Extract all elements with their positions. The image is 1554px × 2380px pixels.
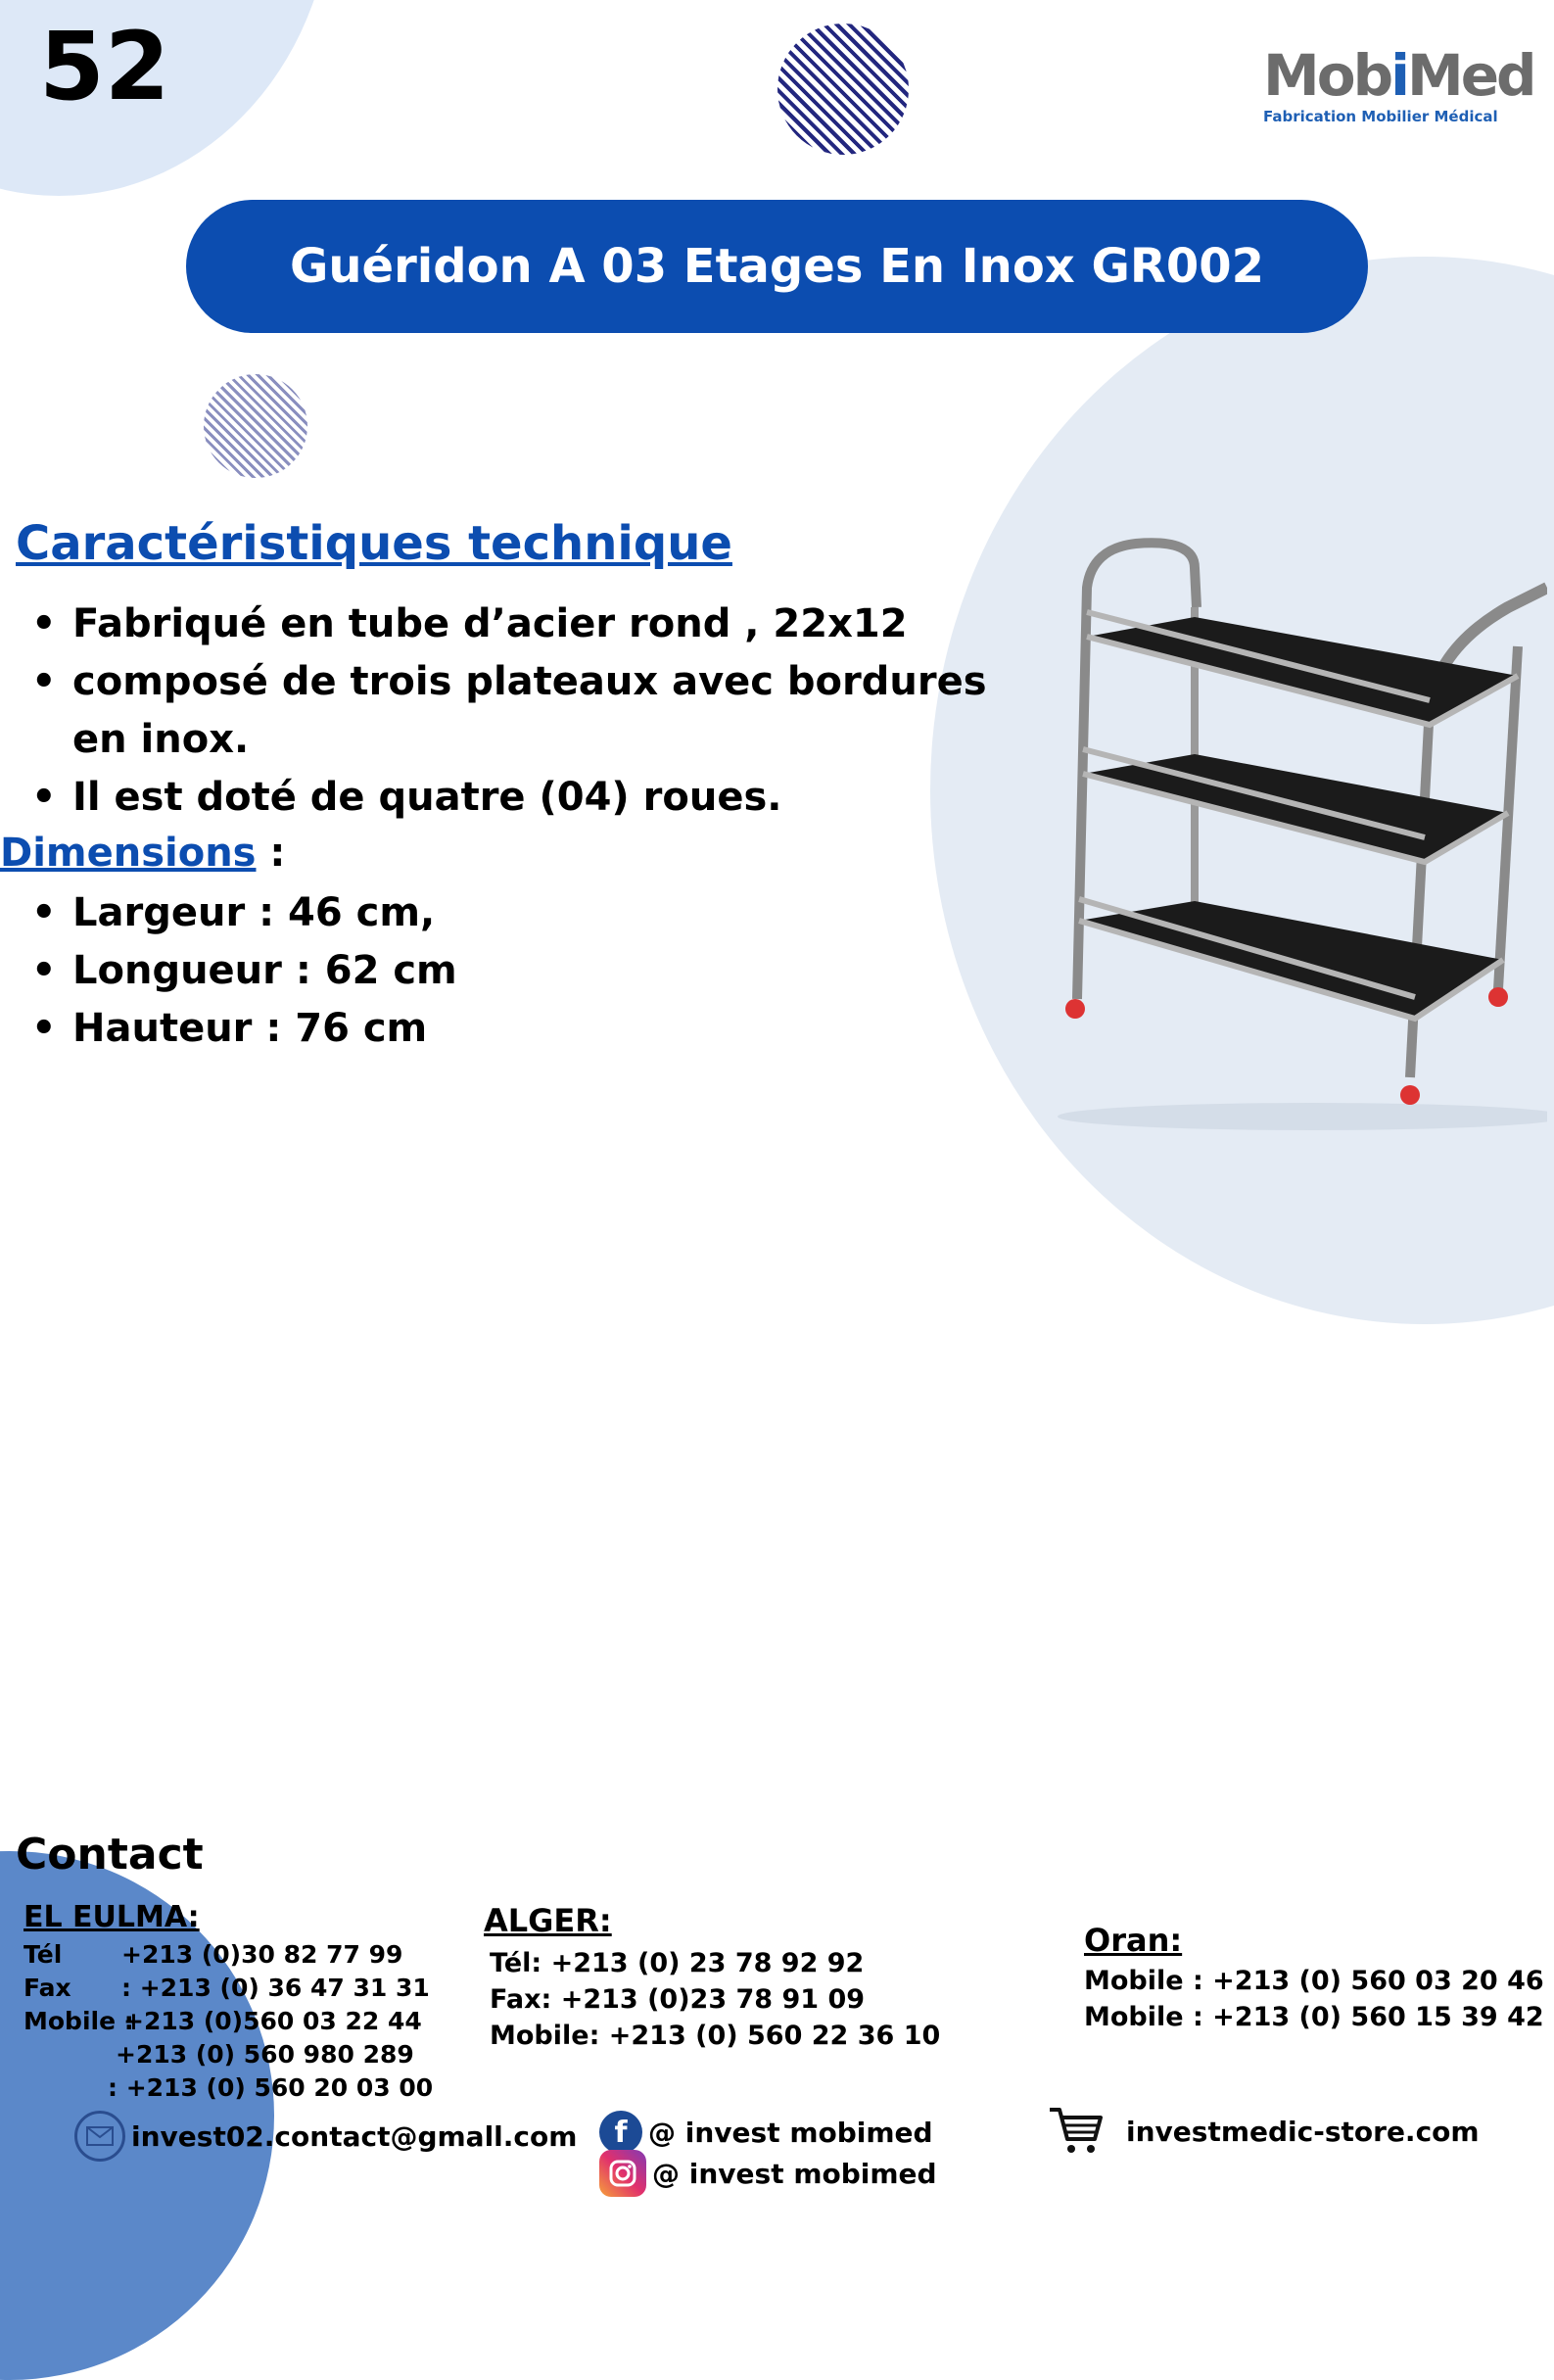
contact-row: Fax : +213 (0) 36 47 31 31 (24, 1974, 430, 2002)
list-item: • composé de trois plateaux avec bordures en inox. (29, 653, 993, 769)
contact-line: Fax: +213 (0)23 78 91 09 (490, 1984, 866, 2015)
cart-icon (1048, 2106, 1103, 2157)
website-link[interactable]: investmedic-store.com (1126, 2115, 1480, 2148)
list-item: • Fabriqué en tube d’acier rond , 22x12 (29, 595, 989, 653)
contact-heading: Contact (16, 1830, 204, 1880)
instagram-contact[interactable] (599, 2150, 937, 2197)
contact-row: +213 (0) 560 980 289 (116, 2040, 414, 2069)
logo-tagline: Fabrication Mobilier Médical (1263, 108, 1498, 125)
product-title: Guéridon A 03 Etages En Inox GR002 (289, 239, 1265, 294)
list-item: • Largeur : 46 cm, (29, 884, 457, 942)
office-alger (484, 1902, 940, 2054)
contact-line: Mobile: +213 (0) 560 22 36 10 (490, 2021, 941, 2051)
contact-line: Tél: +213 (0) 23 78 92 92 (490, 1948, 865, 1978)
office-el-eulma (24, 1900, 433, 2105)
facebook-handle[interactable]: @ invest mobimed (648, 2116, 933, 2149)
dimensions-heading: Dimensions : (0, 831, 286, 876)
list-item: • Hauteur : 76 cm (29, 1000, 457, 1058)
instagram-handle[interactable]: @ invest mobimed (652, 2157, 937, 2190)
contact-row: : +213 (0) 560 20 03 00 (108, 2073, 434, 2102)
contact-row: Tél +213 (0)30 82 77 99 (24, 1940, 403, 1969)
office-oran (1084, 1922, 1544, 2035)
striped-circle-decoration (777, 24, 909, 155)
logo-wordmark: MobiMed (1263, 42, 1534, 109)
brand-logo (1263, 42, 1537, 125)
office-heading: Oran: (1084, 1922, 1183, 1959)
instagram-icon (599, 2150, 646, 2197)
list-item: • Il est doté de quatre (04) roues. (29, 769, 989, 827)
email-contact[interactable] (74, 2111, 577, 2162)
product-image-trolley (1018, 529, 1547, 1136)
office-heading: ALGER: (484, 1902, 612, 1939)
email-address[interactable]: invest02.contact@gmall.com (131, 2119, 578, 2153)
mail-icon (74, 2111, 125, 2162)
specs-heading: Caractéristiques technique (16, 516, 732, 571)
page-number: 52 (39, 12, 170, 121)
facebook-contact[interactable] (599, 2111, 933, 2154)
contact-line: Mobile : +213 (0) 560 03 20 46 (1084, 1966, 1544, 1996)
list-item: • Longueur : 62 cm (29, 942, 457, 1000)
website-contact[interactable] (1048, 2106, 1480, 2157)
contact-line: Mobile : +213 (0) 560 15 39 42 (1084, 2002, 1544, 2032)
office-heading: EL EULMA: (24, 1900, 200, 1934)
dimensions-list (29, 884, 457, 1058)
product-title-banner (186, 200, 1368, 333)
striped-circle-decoration-small (204, 374, 307, 478)
specs-list (29, 595, 989, 827)
facebook-icon: f (599, 2111, 642, 2154)
contact-row: Mobile : +213 (0)560 03 22 44 (24, 2007, 422, 2035)
